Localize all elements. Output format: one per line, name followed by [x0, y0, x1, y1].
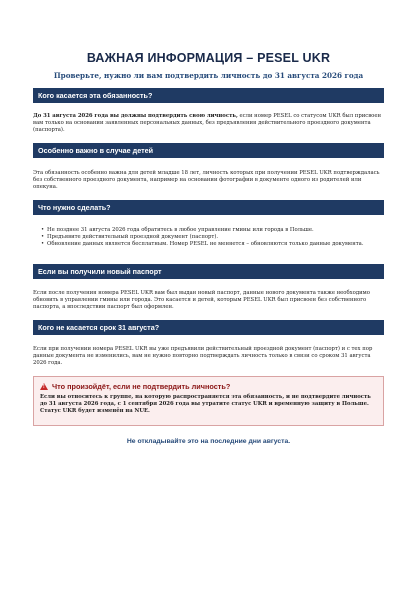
- section-text-children: Эта обязанность особенно важна для детей младше 18 лет, личность которых при получении PESEL UKR подтверждалась без собственного проездного документа, например на основании фотографии в документе одного из родителей или опекуна.: [33, 170, 380, 191]
- section-heading-new-passport: Если вы получили новый паспорт: [33, 264, 384, 279]
- list-item: • Не позднее 31 августа 2026 года обратитесь в любое управление гмины или города в Польше.: [41, 227, 392, 234]
- footer-note: Не откладывайте это на последние дни августа.: [126, 438, 291, 445]
- section-text-new-passport: Если после получения номера PESEL UKR вам был выдан новый паспорт, данные нового документа также необходимо обновить в управлении гмины или города. Это касается и детей, которым PESEL UKR был присвоен без собственного паспорта, а впоследствии паспорт был оформлен.: [33, 290, 370, 311]
- page-subtitle: Проверьте, нужно ли вам подтвердить личность до 31 августа 2026 года: [53, 71, 364, 80]
- warning-text: Если вы относитесь к группе, на которую распространяется эта обязанность, и не подтвердите личность до 31 августа 2026 года, с 1 сентября 2026 года вы утратите статус UKR и временную защиту в Польше. Статус UKR будет изменён на NUE.: [40, 394, 371, 415]
- section-text-who: [33, 113, 384, 135]
- warning-title-text: Что произойдёт, если не подтвердить личность?: [52, 382, 231, 391]
- warning-title: [40, 382, 230, 391]
- warning-triangle-icon: !: [40, 383, 48, 390]
- what-to-do-list: [33, 227, 392, 249]
- section-heading-what-to-do: Что нужно сделать?: [33, 200, 384, 215]
- list-item: • Предъявите действительный проездной документ (паспорт).: [41, 234, 392, 241]
- section-text-not-affected: Если при получении номера PESEL UKR вы уже предъявили действительный проездной документ (паспорт) и с тех пор данные документа не изменились, вам не нужно повторно подтверждать личность только в связи со сроком 31 августа 2026 года.: [33, 346, 373, 367]
- list-item: • Обновление данных является бесплатным. Номер PESEL не меняется – обновляются только данные документа.: [41, 241, 392, 248]
- page-title: ВАЖНАЯ ИНФОРМАЦИЯ – PESEL UKR: [86, 51, 331, 65]
- section-heading-not-affected: Кого не касается срок 31 августа?: [33, 320, 384, 335]
- section-heading-who: Кого касается эта обязанность?: [33, 88, 384, 103]
- section-text-who-rest: если номер PESEL со статусом UKR был присвоен вам только на основании заявленных персональных данных, без предъявления действительного проездного документа (паспорта).: [33, 113, 382, 134]
- warning-box: [33, 376, 384, 426]
- section-heading-children: Особенно важно в случае детей: [33, 143, 384, 158]
- section-text-who-bold: До 31 августа 2026 года вы должны подтвердить свою личность,: [33, 113, 238, 119]
